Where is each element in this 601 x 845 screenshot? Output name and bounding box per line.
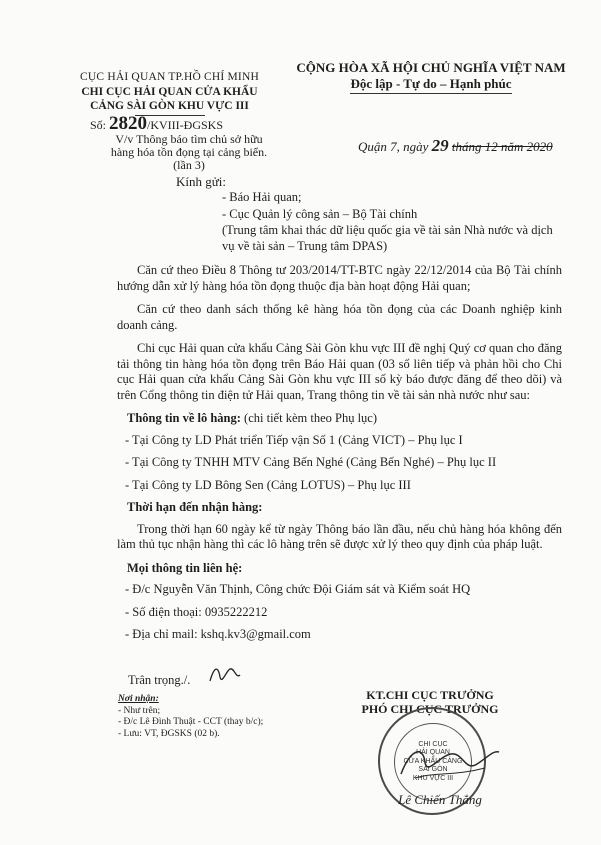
contact-item: - Đ/c Nguyễn Văn Thịnh, Công chức Đội Giám sát và Kiểm soát HQ — [125, 582, 471, 596]
seal-text-line: HẢI QUAN — [416, 749, 450, 757]
subject-line-3: (lần 3) — [173, 158, 205, 172]
deadline-heading: Thời hạn đến nhận hàng: — [127, 500, 263, 514]
kinh-gui-label: Kính gửi: — [176, 174, 227, 189]
contact-heading: Mọi thông tin liên hệ: — [127, 560, 243, 575]
doc-number-suffix: /KVIII-ĐGSKS — [147, 118, 224, 132]
document-subject — [79, 133, 299, 172]
closing-text: Trân trọng./. — [128, 673, 191, 687]
contact-item: - Địa chỉ mail: kshq.kv3@gmail.com — [125, 627, 311, 641]
seal-text-line: KHU VỰC III — [412, 774, 454, 782]
seal-text-line: SÀI GÒN — [418, 766, 448, 774]
handwritten-signature-icon — [395, 738, 505, 788]
lot-info-note: (chi tiết kèm theo Phụ lục) — [244, 411, 377, 425]
noi-nhan-item: - Đ/c Lê Đình Thuật - CCT (thay b/c); — [118, 717, 264, 727]
deadline-text: Trong thời hạn 60 ngày kể từ ngày Thông báo lần đầu, nếu chủ hàng hóa không đến làm thủ tục nhận hàng thì các lô hàng trên sẽ được xử lý theo quy định của pháp luật. — [117, 521, 562, 551]
signer-title-1: KT.CHI CỤC TRƯỞNG — [366, 688, 494, 702]
place-date — [358, 136, 553, 156]
recipients-footer — [118, 694, 263, 740]
signer-name: Lê Chiến Thắng — [398, 792, 482, 807]
national-heading — [276, 60, 586, 94]
recipient-item: - Báo Hải quan; — [222, 190, 302, 204]
signer-title-2: PHÓ CHI CỤC TRƯỞNG — [361, 702, 499, 716]
noi-nhan-item: - Như trên; — [118, 705, 161, 716]
doc-number-value: 2820 — [109, 113, 148, 134]
lot-item: - Tại Công ty LD Phát triển Tiếp vận Số 1 (Cảng VICT) – Phụ lục I — [125, 432, 463, 447]
initial-signature-icon — [206, 661, 242, 687]
noi-nhan-title: Nơi nhận: — [118, 694, 159, 704]
place-label: Quận 7, ngày — [358, 139, 429, 154]
lot-item: - Tại Công ty TNHH MTV Cảng Bến Nghé (Cảng Bến Nghé) – Phụ lục II — [125, 455, 497, 469]
national-motto: Độc lập - Tự do – Hạnh phúc — [350, 76, 511, 94]
seal-text-line: CỬA KHẨU CẢNG — [403, 757, 463, 765]
lot-info-heading — [127, 411, 562, 427]
body-paragraph-2: Căn cứ theo danh sách thống kê hàng hóa tồn đọng của các Doanh nghiệp kinh doanh cảng. — [117, 302, 562, 332]
date-day: 29 — [431, 136, 449, 155]
body-paragraph-3: Chi cục Hải quan cửa khẩu Cảng Sài Gòn khu vực III đề nghị Quý cơ quan cho đăng tải thông tin hàng hóa tồn đọng trên Báo Hải quan (03 số liên tiếp và phản hồi cho Chi cục Hải quan cửa khẩu Cảng Sài Gòn khu vực III số kỳ báo được đăng để theo dõi) và trên Cổng thông tin điện tử Hải quan, Trang thông tin về tài sản nhà nước như sau: — [117, 341, 562, 402]
recipient-item: - Cục Quản lý công sản – Bộ Tài chính — [222, 206, 418, 221]
subject-line-1: V/v Thông báo tìm chủ sở hữu — [115, 132, 263, 146]
lot-item: - Tại Công ty LD Bông Sen (Cảng LOTUS) – Phụ lục III — [125, 477, 411, 492]
seal-text-line: CHI CỤC — [418, 740, 448, 748]
subject-line-2: hàng hóa tồn đọng tại cảng biển. — [110, 145, 268, 159]
noi-nhan-item: - Lưu: VT, ĐGSKS (02 b). — [118, 728, 220, 739]
closing-line — [128, 673, 190, 688]
authority-line-3: CẢNG SÀI GÒN KHU VỰC III — [90, 100, 249, 112]
doc-number-prefix: Số: — [90, 118, 107, 132]
national-name: CỘNG HÒA XÃ HỘI CHỦ NGHĨA VIỆT NAM — [296, 60, 566, 75]
authority-line-2: CHI CỤC HẢI QUAN CỬA KHẨU — [81, 85, 258, 98]
lot-info-title: Thông tin về lô hàng: — [127, 411, 241, 425]
authority-line-1: CỤC HẢI QUAN TP.HỒ CHÍ MINH — [80, 71, 259, 83]
contact-item: - Số điện thoại: 0935222212 — [125, 604, 268, 619]
document-body — [117, 263, 562, 650]
body-paragraph-1: Căn cứ theo Điều 8 Thông tư 203/2014/TT-BTC ngày 22/12/2014 của Bộ Tài chính hướng dẫn xử lý hàng hóa tồn đọng thuộc địa bàn hoạt động Hải quan; — [117, 263, 562, 293]
recipient-item: (Trung tâm khai thác dữ liệu quốc gia về tài sản Nhà nước và dịch vụ về tài sản – Trung tâm DPAS) — [222, 223, 553, 253]
recipients-list — [222, 190, 567, 255]
date-month-year: tháng 12 năm 2020 — [451, 139, 553, 154]
issuing-authority — [62, 70, 277, 116]
